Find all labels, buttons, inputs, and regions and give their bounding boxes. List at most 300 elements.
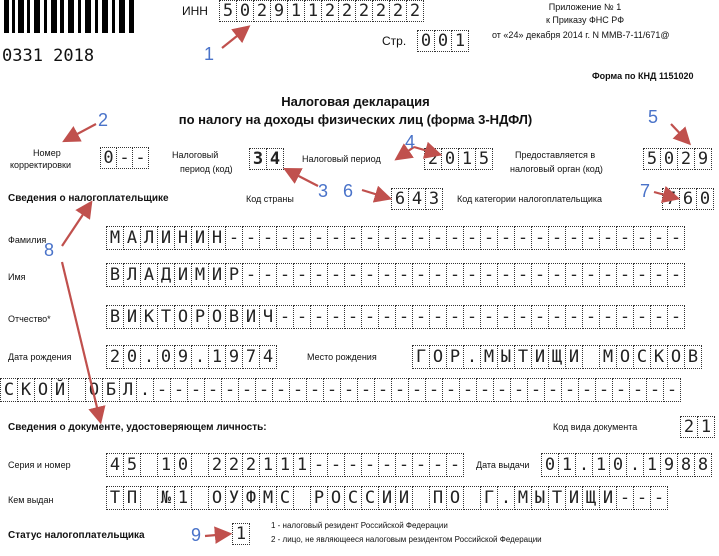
char-cell: - [650,226,668,250]
char-cell: - [527,378,545,402]
char-cell: - [599,263,617,287]
char-cell: Л [119,378,137,402]
char-cell: Б [102,378,120,402]
char-cell: И [565,345,583,369]
char-cell: - [425,378,443,402]
char-cell: - [599,226,617,250]
annotation-number-6: 6 [343,181,354,201]
char-cell: 0 [157,345,175,369]
char-cell: 0 [174,453,192,477]
char-cell: О [208,486,226,510]
arrow-4b [414,147,438,154]
char-cell: Н [174,226,192,250]
char-cell: - [429,453,447,477]
status-note-1: 1 - налоговый резидент Российской Федерации [271,521,448,530]
char-cell: - [459,378,477,402]
char-cell: 8 [694,453,712,477]
char-cell: - [446,305,464,329]
issued-by-label: Кем выдан [8,495,54,505]
char-cell: - [204,378,222,402]
arrow-3 [287,170,318,186]
char-cell: 5 [475,148,493,170]
char-cell: 1 [232,523,250,545]
char-cell: - [293,226,311,250]
annotation-number-7: 7 [640,181,651,201]
char-cell: 0 [609,453,627,477]
char-cell: 6 [391,188,409,210]
char-cell: Щ [582,486,600,510]
char-cell: 5 [643,148,661,170]
birthplace-label: Место рождения [307,352,377,362]
char-cell: Щ [548,345,566,369]
char-cell: - [446,453,464,477]
char-cell: И [208,263,226,287]
char-cell: - [599,305,617,329]
correction-label: Номер [33,148,61,158]
char-cell: - [667,226,685,250]
char-cell: О [34,378,52,402]
char-cell: 9 [660,453,678,477]
char-cell: . [136,378,154,402]
char-cell: С [344,486,362,510]
char-cell: 9 [174,345,192,369]
char-cell: О [429,345,447,369]
char-cell: - [412,305,430,329]
char-cell: - [497,263,515,287]
char-cell: - [327,453,345,477]
char-cell: . [497,486,515,510]
char-cell: - [361,226,379,250]
char-cell: В [225,305,243,329]
char-cell: 2 [225,453,243,477]
char-cell: - [276,305,294,329]
char-cell: 3 [425,188,443,210]
char-cell: 6 [679,188,697,210]
char-cell: - [565,226,583,250]
char-cell: - [238,378,256,402]
char-cell: Д [157,263,175,287]
char-cell: - [412,453,430,477]
char-cell: - [548,305,566,329]
char-cell: О [667,345,685,369]
char-cell: . [626,453,644,477]
char-cell: 0 [417,30,435,52]
char-cell: - [650,486,668,510]
annotation-number-8: 8 [44,240,55,260]
char-cell: - [667,305,685,329]
char-cell: И [599,486,617,510]
surname-label: Фамилия [8,235,47,245]
char-cell: - [276,226,294,250]
char-cell: О [446,486,464,510]
char-cell: К [650,345,668,369]
char-cell: 7 [662,188,680,210]
char-cell: 1 [293,453,311,477]
char-cell: О [327,486,345,510]
annotation-number-4: 4 [405,132,416,152]
char-cell: - [327,226,345,250]
char-cell: Г [412,345,430,369]
char-cell: 1 [276,453,294,477]
char-cell: - [344,453,362,477]
char-cell: У [225,486,243,510]
char-cell: М [514,486,532,510]
char-cell: - [327,305,345,329]
char-cell: В [106,263,124,287]
char-cell: - [612,378,630,402]
char-cell: Т [106,486,124,510]
char-cell: - [463,305,481,329]
char-cell: - [310,305,328,329]
char-cell: - [391,378,409,402]
char-cell: - [633,263,651,287]
char-cell: - [242,226,260,250]
char-cell: - [480,305,498,329]
char-cell: 1 [287,0,305,22]
char-cell: - [497,305,515,329]
document-section-title: Сведения о документе, удостоверяющем личность: [8,422,267,433]
char-cell: И [123,305,141,329]
char-cell: Ф [242,486,260,510]
arrow-5 [671,124,688,142]
char-cell: 1 [592,453,610,477]
birthdate-label: Дата рождения [8,352,72,362]
char-cell: Р [310,486,328,510]
char-cell: 1 [157,453,175,477]
arrow-2 [66,124,96,140]
char-cell: Й [51,378,69,402]
char-cell: 2 [424,148,442,170]
char-cell: - [255,378,273,402]
char-cell: 5 [219,0,237,22]
issue-date-label: Дата выдачи [476,460,530,470]
char-cell: М [259,486,277,510]
char-cell: Р [446,345,464,369]
char-cell: - [429,226,447,250]
char-cell: В [106,305,124,329]
char-cell: - [276,263,294,287]
char-cell: 1 [643,453,661,477]
char-cell: - [323,378,341,402]
char-cell: - [650,305,668,329]
char-cell: В [684,345,702,369]
char-cell: - [361,305,379,329]
char-cell: 2 [389,0,407,22]
arrow-7 [654,192,676,198]
char-cell: И [531,345,549,369]
char-cell: 0 [434,30,452,52]
char-cell: И [395,486,413,510]
char-cell: М [191,263,209,287]
char-cell: - [289,378,307,402]
char-cell: - [531,226,549,250]
char-cell: 4 [259,345,277,369]
char-cell: 7 [242,345,260,369]
country-code-label: Код страны [246,194,294,204]
annotation-number-5: 5 [648,107,659,127]
char-cell: И [565,486,583,510]
char-cell: - [663,378,681,402]
char-cell: Н [208,226,226,250]
char-cell: - [616,263,634,287]
doc-title-line1: Налоговая декларация [281,94,430,109]
char-cell: 1 [174,486,192,510]
char-cell: - [170,378,188,402]
char-cell: О [85,378,103,402]
char-cell: О [174,305,192,329]
char-cell: - [548,226,566,250]
char-cell: - [395,453,413,477]
char-cell: - [412,263,430,287]
char-cell: М [599,345,617,369]
char-cell: . [140,345,158,369]
char-cell: - [408,378,426,402]
char-cell: С [0,378,18,402]
char-cell: 4 [408,188,426,210]
char-cell: - [633,226,651,250]
char-cell: А [123,226,141,250]
char-cell: - [259,226,277,250]
char-cell: П [429,486,447,510]
char-cell: 2 [106,345,124,369]
char-cell: - [378,226,396,250]
char-cell: Ы [531,486,549,510]
char-cell: 0 [441,148,459,170]
char-cell: - [582,226,600,250]
char-cell: К [140,305,158,329]
char-cell: - [667,263,685,287]
char-cell: - [548,263,566,287]
authority-label-2: налоговый орган (код) [510,164,603,174]
char-cell: 0 [541,453,559,477]
char-cell: - [344,263,362,287]
char-cell: - [463,263,481,287]
char-cell: 0 [236,0,254,22]
char-cell: О [208,305,226,329]
char-cell: - [561,378,579,402]
correction-label-2: корректировки [10,160,72,170]
char-cell: 1 [304,0,322,22]
page-label: Стр. [382,34,407,48]
char-cell: 2 [242,453,260,477]
char-cell: - [272,378,290,402]
order-label: к Приказу ФНС РФ [545,15,625,25]
char-cell: 2 [253,0,271,22]
char-cell: - [344,305,362,329]
char-cell: 2 [355,0,373,22]
char-cell: - [340,378,358,402]
series-number-label: Серия и номер [8,460,71,470]
char-cell: Р [191,305,209,329]
appendix-label: Приложение № 1 [548,2,622,12]
char-cell: 9 [225,345,243,369]
taxpayer-section-title: Сведения о налогоплательщике [8,193,169,204]
char-cell: . [463,345,481,369]
arrow-8b [62,262,100,420]
char-cell: - [361,453,379,477]
char-cell: Ч [259,305,277,329]
char-cell: 2 [680,416,698,438]
char-cell: - [616,305,634,329]
char-cell: - [544,378,562,402]
char-cell: И [157,226,175,250]
char-cell: - [221,378,239,402]
char-cell: П [123,486,141,510]
char-cell: Т [157,305,175,329]
char-cell: 0 [123,345,141,369]
char-cell: - [429,263,447,287]
category-code-label: Код категории налогоплательщика [457,194,603,204]
arrow-8a [62,204,90,246]
char-cell: - [616,226,634,250]
char-cell: Т [548,486,566,510]
char-cell: С [276,486,294,510]
char-cell: И [378,486,396,510]
name-label: Имя [8,272,26,282]
char-cell: - [531,263,549,287]
char-cell: 5 [123,453,141,477]
char-cell: - [565,263,583,287]
annotation-number-9: 9 [191,525,202,545]
char-cell: 9 [270,0,288,22]
char-cell: - [344,226,362,250]
char-cell: - [310,263,328,287]
doc-type-label: Код вида документа [553,422,638,432]
char-cell: 1 [458,148,476,170]
char-cell: И [191,226,209,250]
annotation-number-3: 3 [318,181,329,201]
char-cell: - [565,305,583,329]
arrow-1 [222,28,247,48]
char-cell: - [361,263,379,287]
char-cell: Т [514,345,532,369]
authority-label: Предоставляется в [515,150,596,160]
char-cell: 2 [372,0,390,22]
char-cell: Р [225,263,243,287]
char-cell: 2 [677,148,695,170]
char-cell: - [293,305,311,329]
char-cell: Ы [497,345,515,369]
char-cell: 0 [100,147,117,169]
char-cell: 2 [208,453,226,477]
char-cell: - [514,263,532,287]
char-cell: А [140,263,158,287]
char-cell: - [327,263,345,287]
char-cell: - [446,263,464,287]
char-cell: Л [140,226,158,250]
char-cell: - [378,305,396,329]
char-cell: - [310,453,328,477]
char-cell: - [395,305,413,329]
char-cell: - [480,263,498,287]
char-cell: - [493,378,511,402]
char-cell: - [153,378,171,402]
char-cell: К [17,378,35,402]
char-cell: О [616,345,634,369]
period-code-label-2: период (код) [180,164,233,174]
char-cell: - [476,378,494,402]
char-cell: 8 [677,453,695,477]
tax-period-label: Налоговый период [302,154,381,164]
char-cell: - [633,486,651,510]
char-cell: - [378,453,396,477]
status-label: Статус налогоплательщика [8,530,145,541]
char-cell: - [616,486,634,510]
char-cell: С [633,345,651,369]
char-cell: - [357,378,375,402]
char-cell: М [106,226,124,250]
char-cell: И [174,263,192,287]
char-cell: - [582,263,600,287]
arrow-6 [362,190,388,198]
char-cell: - [116,147,133,169]
char-cell: - [595,378,613,402]
char-cell: 0 [660,148,678,170]
char-cell: - [633,305,651,329]
char-cell: 3 [249,148,267,170]
char-cell: 0 [696,188,714,210]
char-cell: Л [123,263,141,287]
char-cell: - [412,226,430,250]
char-cell: - [514,226,532,250]
char-cell: - [132,147,149,169]
char-cell: - [259,263,277,287]
annotation-number-2: 2 [98,110,109,130]
char-cell: С [361,486,379,510]
char-cell: - [306,378,324,402]
char-cell: - [378,263,396,287]
char-cell: И [242,305,260,329]
char-cell: 1 [208,345,226,369]
char-cell: 4 [106,453,124,477]
char-cell: - [646,378,664,402]
char-cell: - [480,226,498,250]
form-code: Форма по КНД 1151020 [592,71,694,81]
char-cell: 4 [266,148,284,170]
char-cell: - [582,305,600,329]
char-cell: 1 [697,416,715,438]
doc-title-line2: по налогу на доходы физических лиц (форма 3-НДФЛ) [178,112,533,127]
char-cell: - [510,378,528,402]
status-note-2: 2 - лицо, не являющееся налоговым резидентом Российской Федерации [271,535,542,544]
char-cell: 2 [338,0,356,22]
char-cell: - [395,226,413,250]
inn-label: ИНН [182,4,208,18]
char-cell: - [374,378,392,402]
char-cell: № [157,486,175,510]
char-cell: - [242,263,260,287]
char-cell: - [446,226,464,250]
char-cell: . [575,453,593,477]
annotation-number-1: 1 [204,44,215,64]
char-cell: - [514,305,532,329]
barcode-number: 0331 2018 [2,46,95,66]
char-cell: . [191,345,209,369]
char-cell: 9 [694,148,712,170]
char-cell: - [429,305,447,329]
char-cell: - [531,305,549,329]
patronymic-label: Отчество* [8,314,51,324]
char-cell: - [578,378,596,402]
char-cell: - [650,263,668,287]
char-cell: - [463,226,481,250]
char-cell: 2 [321,0,339,22]
char-cell: - [497,226,515,250]
char-cell: - [187,378,205,402]
char-cell: - [442,378,460,402]
char-cell: - [310,226,328,250]
period-code-label: Налоговый [172,150,219,160]
